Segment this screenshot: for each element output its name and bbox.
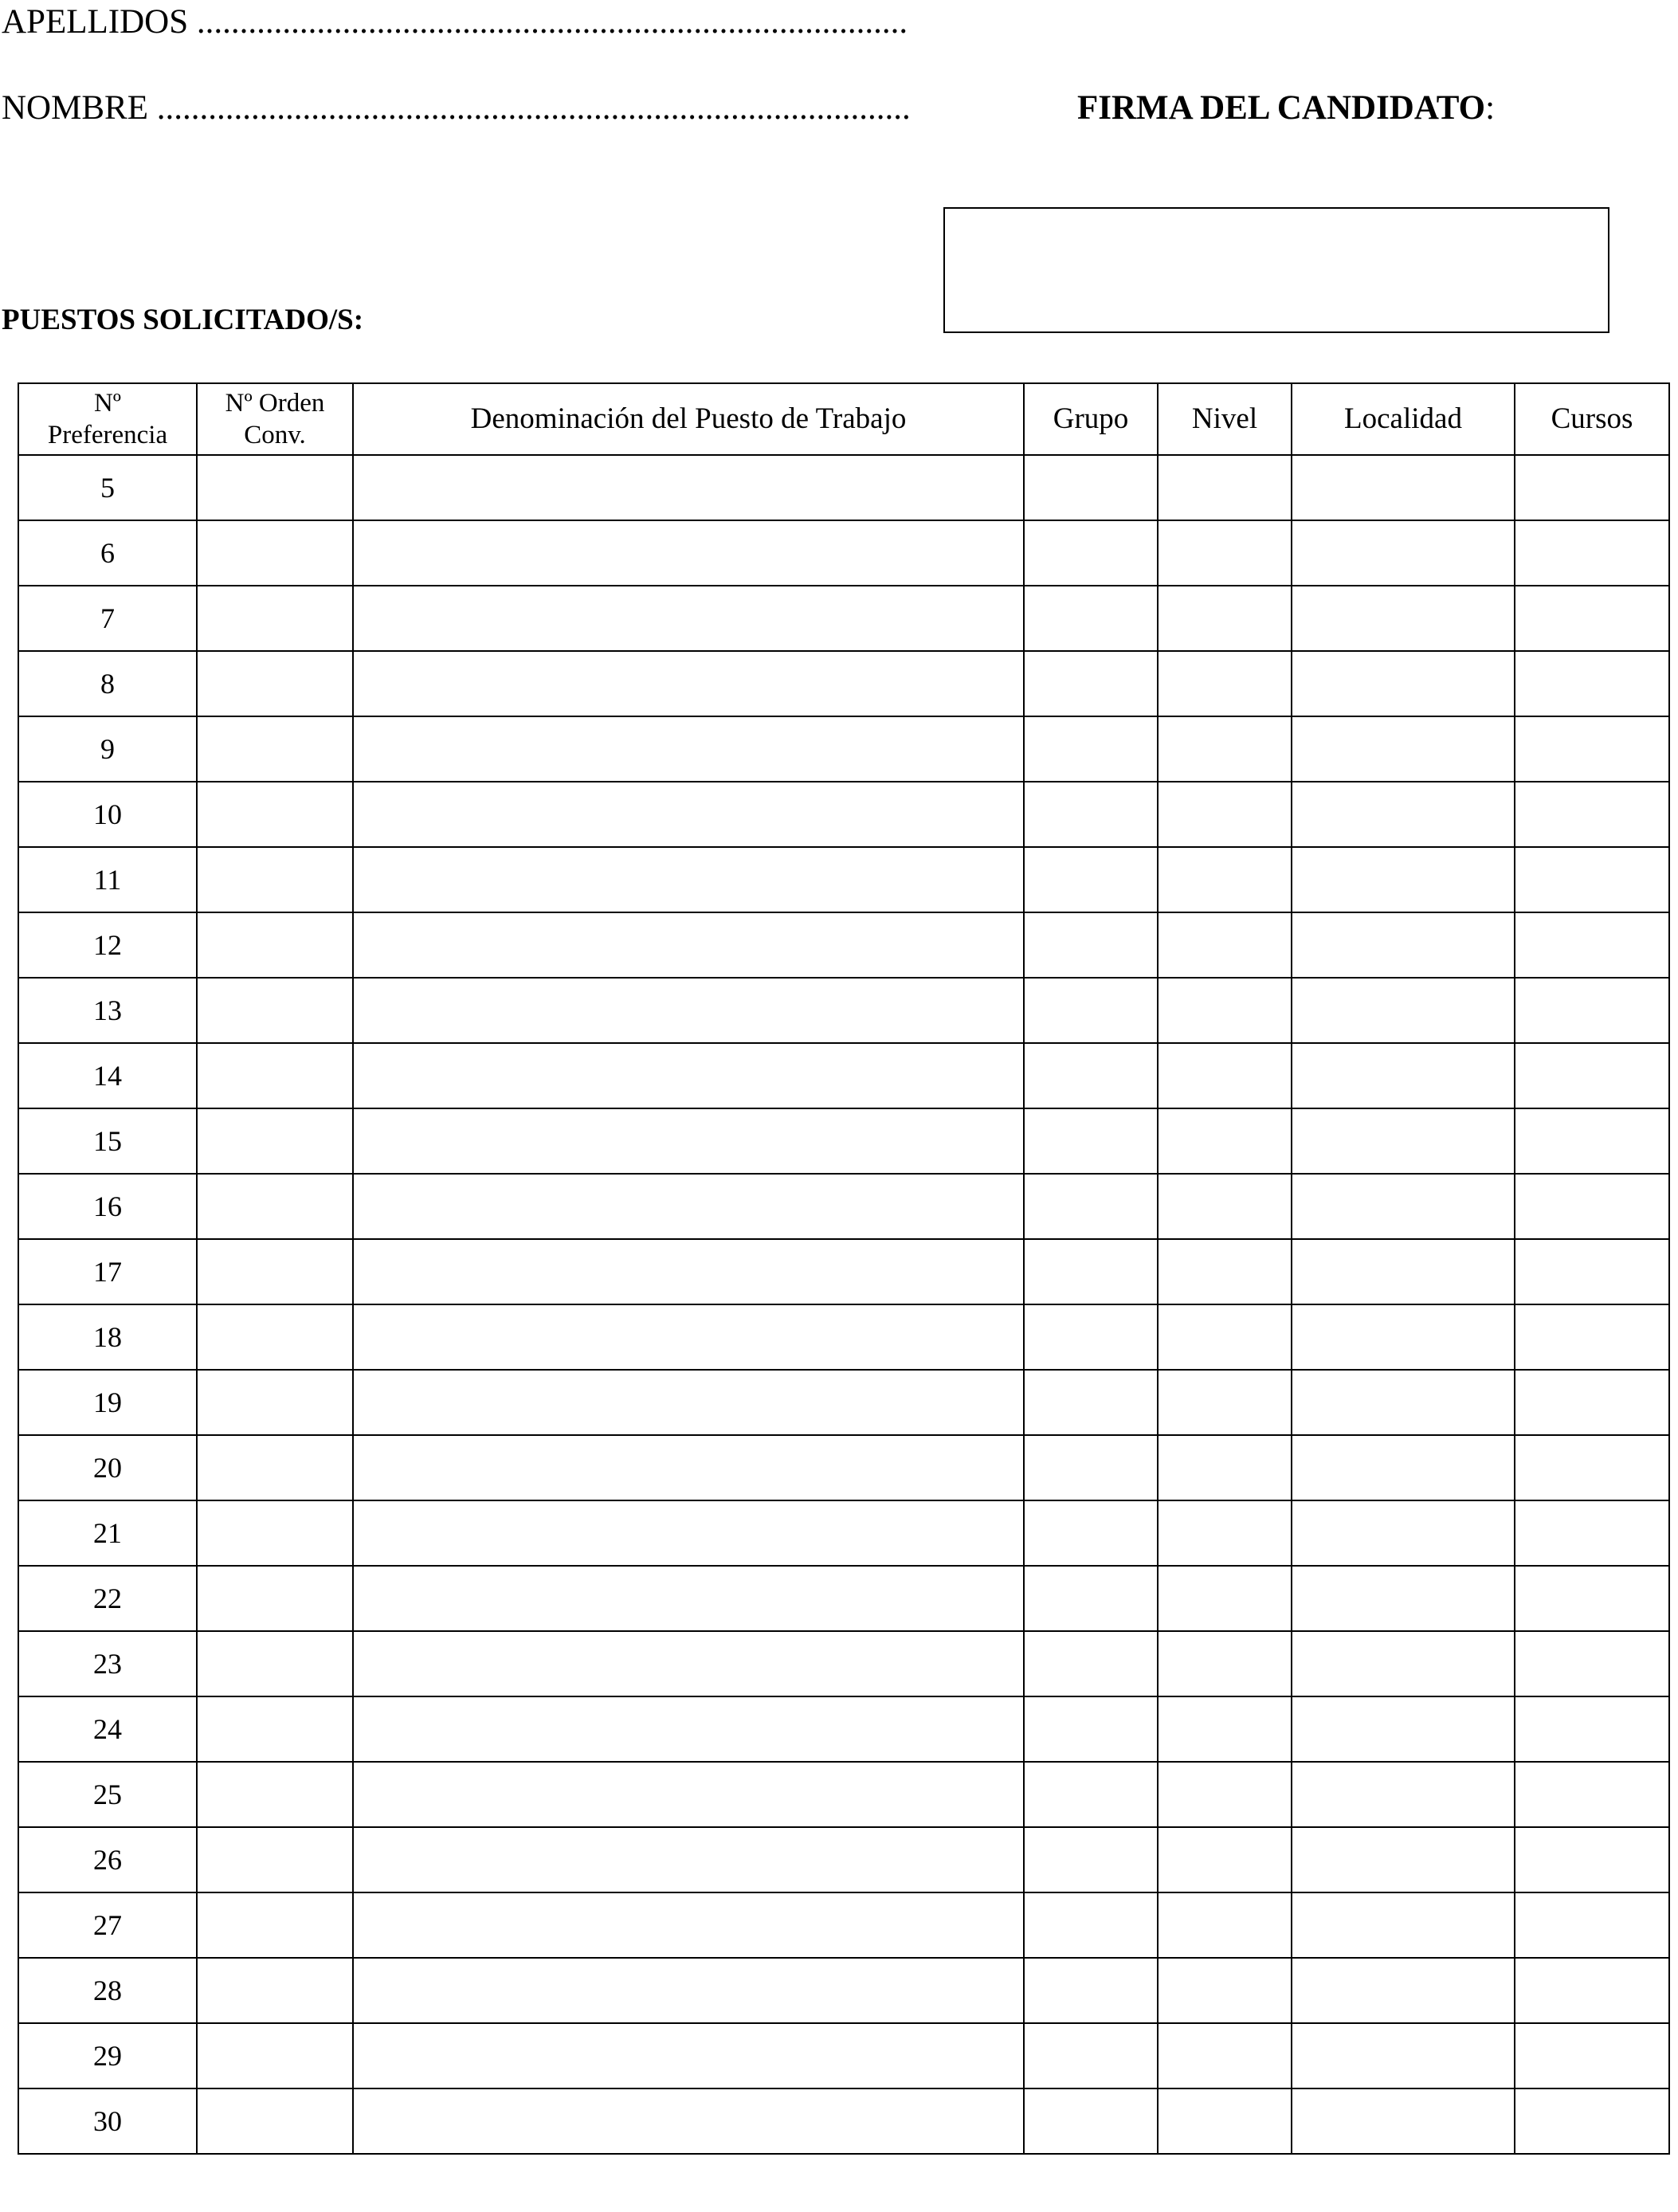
localidad-cell[interactable]	[1292, 1239, 1515, 1304]
denominacion-cell[interactable]	[353, 1500, 1024, 1566]
denominacion-cell[interactable]	[353, 2088, 1024, 2154]
header-preferencia	[18, 383, 197, 455]
orden-cell[interactable]	[197, 1696, 353, 1762]
cursos-cell[interactable]	[1515, 1500, 1669, 1566]
preferencia-number: 24	[18, 1696, 197, 1762]
cursos-cell[interactable]	[1515, 1043, 1669, 1108]
nivel-cell[interactable]	[1158, 1566, 1292, 1631]
localidad-cell[interactable]	[1292, 847, 1515, 912]
denominacion-cell[interactable]	[353, 912, 1024, 978]
denominacion-cell[interactable]	[353, 1174, 1024, 1239]
localidad-cell[interactable]	[1292, 1370, 1515, 1435]
grupo-cell[interactable]	[1024, 1435, 1158, 1500]
preferencia-number: 5	[18, 455, 197, 520]
cursos-cell[interactable]	[1515, 2088, 1669, 2154]
grupo-cell[interactable]	[1024, 520, 1158, 586]
orden-cell[interactable]	[197, 716, 353, 782]
denominacion-cell[interactable]	[353, 1304, 1024, 1370]
table-row	[18, 782, 1669, 847]
nivel-cell[interactable]	[1158, 716, 1292, 782]
preferencia-number: 7	[18, 586, 197, 651]
orden-cell[interactable]	[197, 1370, 353, 1435]
cursos-cell[interactable]	[1515, 520, 1669, 586]
cursos-cell[interactable]	[1515, 2023, 1669, 2088]
cursos-cell[interactable]	[1515, 1892, 1669, 1958]
grupo-cell[interactable]	[1024, 2023, 1158, 2088]
grupo-cell[interactable]	[1024, 1762, 1158, 1827]
firma-label	[1077, 88, 1495, 129]
grupo-cell[interactable]	[1024, 1696, 1158, 1762]
denominacion-cell[interactable]	[353, 1108, 1024, 1174]
cursos-cell[interactable]	[1515, 1435, 1669, 1500]
table-row	[18, 1370, 1669, 1435]
nivel-cell[interactable]	[1158, 1043, 1292, 1108]
preferencia-number: 9	[18, 716, 197, 782]
apellidos-field[interactable]: APELLIDOS ...................................................................................	[2, 3, 908, 41]
grupo-cell[interactable]	[1024, 455, 1158, 520]
denominacion-cell[interactable]	[353, 455, 1024, 520]
table-row	[18, 1435, 1669, 1500]
nivel-cell[interactable]	[1158, 1892, 1292, 1958]
table-row	[18, 2088, 1669, 2154]
orden-cell[interactable]	[197, 1435, 353, 1500]
localidad-cell[interactable]	[1292, 1304, 1515, 1370]
header-orden-conv	[197, 383, 353, 455]
nivel-cell[interactable]	[1158, 1370, 1292, 1435]
localidad-cell[interactable]	[1292, 1108, 1515, 1174]
preferencia-number: 12	[18, 912, 197, 978]
localidad-cell[interactable]	[1292, 1892, 1515, 1958]
orden-cell[interactable]	[197, 1892, 353, 1958]
table-row	[18, 847, 1669, 912]
nivel-cell[interactable]	[1158, 1696, 1292, 1762]
denominacion-cell[interactable]	[353, 586, 1024, 651]
preferencia-number: 13	[18, 978, 197, 1043]
cursos-cell[interactable]	[1515, 847, 1669, 912]
denominacion-cell[interactable]	[353, 1696, 1024, 1762]
firma-label-text: FIRMA DEL CANDIDATO	[1077, 89, 1486, 127]
nivel-cell[interactable]	[1158, 1108, 1292, 1174]
table-row	[18, 1892, 1669, 1958]
preferencia-number: 21	[18, 1500, 197, 1566]
nivel-cell[interactable]	[1158, 1304, 1292, 1370]
cursos-cell[interactable]	[1515, 1370, 1669, 1435]
table-row	[18, 1958, 1669, 2023]
grupo-cell[interactable]	[1024, 2088, 1158, 2154]
denominacion-cell[interactable]	[353, 1043, 1024, 1108]
cursos-cell[interactable]	[1515, 782, 1669, 847]
localidad-cell[interactable]	[1292, 520, 1515, 586]
denominacion-cell[interactable]	[353, 651, 1024, 716]
grupo-cell[interactable]	[1024, 1827, 1158, 1892]
preferencia-number: 29	[18, 2023, 197, 2088]
nivel-cell[interactable]	[1158, 2088, 1292, 2154]
preferencia-number: 6	[18, 520, 197, 586]
localidad-cell[interactable]	[1292, 586, 1515, 651]
cursos-cell[interactable]	[1515, 716, 1669, 782]
orden-cell[interactable]	[197, 520, 353, 586]
nivel-cell[interactable]	[1158, 847, 1292, 912]
table-row	[18, 1566, 1669, 1631]
nivel-cell[interactable]	[1158, 1435, 1292, 1500]
localidad-cell[interactable]	[1292, 912, 1515, 978]
orden-cell[interactable]	[197, 1958, 353, 2023]
denominacion-cell[interactable]	[353, 1631, 1024, 1696]
nivel-cell[interactable]	[1158, 455, 1292, 520]
table-row	[18, 1174, 1669, 1239]
cursos-cell[interactable]	[1515, 1566, 1669, 1631]
orden-cell[interactable]	[197, 455, 353, 520]
denominacion-cell[interactable]	[353, 1566, 1024, 1631]
denominacion-cell[interactable]	[353, 716, 1024, 782]
localidad-cell[interactable]	[1292, 1043, 1515, 1108]
denominacion-cell[interactable]	[353, 1239, 1024, 1304]
cursos-cell[interactable]	[1515, 1239, 1669, 1304]
cursos-cell[interactable]	[1515, 1304, 1669, 1370]
orden-cell[interactable]	[197, 912, 353, 978]
table-header-row	[18, 383, 1669, 455]
puestos-solicitados-label: PUESTOS SOLICITADO/S:	[2, 304, 364, 336]
header-preferencia-line1: Nº	[93, 389, 122, 418]
firma-label-colon: :	[1485, 89, 1496, 127]
table-row	[18, 520, 1669, 586]
localidad-cell[interactable]	[1292, 1696, 1515, 1762]
localidad-cell[interactable]	[1292, 2088, 1515, 2154]
grupo-cell[interactable]	[1024, 716, 1158, 782]
nivel-cell[interactable]	[1158, 912, 1292, 978]
localidad-cell[interactable]	[1292, 455, 1515, 520]
preferencia-number: 10	[18, 782, 197, 847]
preferencia-number: 25	[18, 1762, 197, 1827]
nivel-cell[interactable]	[1158, 1174, 1292, 1239]
localidad-cell[interactable]	[1292, 782, 1515, 847]
nivel-cell[interactable]	[1158, 1239, 1292, 1304]
orden-cell[interactable]	[197, 1566, 353, 1631]
table-row	[18, 716, 1669, 782]
grupo-cell[interactable]	[1024, 1108, 1158, 1174]
grupo-cell[interactable]	[1024, 847, 1158, 912]
cursos-cell[interactable]	[1515, 1631, 1669, 1696]
localidad-cell[interactable]	[1292, 651, 1515, 716]
localidad-cell[interactable]	[1292, 1566, 1515, 1631]
orden-cell[interactable]	[197, 1108, 353, 1174]
preferencia-number: 30	[18, 2088, 197, 2154]
table-row	[18, 978, 1669, 1043]
preferencia-number: 14	[18, 1043, 197, 1108]
nivel-cell[interactable]	[1158, 2023, 1292, 2088]
cursos-cell[interactable]	[1515, 1174, 1669, 1239]
table-row	[18, 2023, 1669, 2088]
denominacion-cell[interactable]	[353, 1958, 1024, 2023]
preferencia-number: 28	[18, 1958, 197, 2023]
orden-cell[interactable]	[197, 847, 353, 912]
orden-cell[interactable]	[197, 1239, 353, 1304]
header-orden-line1: Nº Orden	[225, 389, 325, 418]
orden-cell[interactable]	[197, 651, 353, 716]
grupo-cell[interactable]	[1024, 1304, 1158, 1370]
header-nivel: Nivel	[1158, 383, 1292, 455]
localidad-cell[interactable]	[1292, 2023, 1515, 2088]
header-preferencia-line2: Preferencia	[47, 421, 168, 449]
preferencia-number: 20	[18, 1435, 197, 1500]
denominacion-cell[interactable]	[353, 1762, 1024, 1827]
orden-cell[interactable]	[197, 1500, 353, 1566]
signature-box[interactable]	[943, 207, 1609, 333]
denominacion-cell[interactable]	[353, 978, 1024, 1043]
table-row	[18, 651, 1669, 716]
table-row	[18, 1631, 1669, 1696]
orden-cell[interactable]	[197, 1827, 353, 1892]
header-orden-line2: Conv.	[244, 421, 306, 449]
grupo-cell[interactable]	[1024, 1892, 1158, 1958]
preferencia-number: 26	[18, 1827, 197, 1892]
orden-cell[interactable]	[197, 1762, 353, 1827]
header-localidad: Localidad	[1292, 383, 1515, 455]
localidad-cell[interactable]	[1292, 1827, 1515, 1892]
cursos-cell[interactable]	[1515, 912, 1669, 978]
cursos-cell[interactable]	[1515, 978, 1669, 1043]
grupo-cell[interactable]	[1024, 651, 1158, 716]
cursos-cell[interactable]	[1515, 1762, 1669, 1827]
cursos-cell[interactable]	[1515, 586, 1669, 651]
cursos-cell[interactable]	[1515, 455, 1669, 520]
grupo-cell[interactable]	[1024, 1370, 1158, 1435]
table-row	[18, 1108, 1669, 1174]
grupo-cell[interactable]	[1024, 1174, 1158, 1239]
table-body	[18, 455, 1669, 2154]
orden-cell[interactable]	[197, 782, 353, 847]
header-cursos: Cursos	[1515, 383, 1669, 455]
nivel-cell[interactable]	[1158, 651, 1292, 716]
nivel-cell[interactable]	[1158, 1500, 1292, 1566]
nivel-cell[interactable]	[1158, 1762, 1292, 1827]
grupo-cell[interactable]	[1024, 586, 1158, 651]
denominacion-cell[interactable]	[353, 847, 1024, 912]
grupo-cell[interactable]	[1024, 1566, 1158, 1631]
preferencia-number: 17	[18, 1239, 197, 1304]
denominacion-cell[interactable]	[353, 1892, 1024, 1958]
preferencia-number: 27	[18, 1892, 197, 1958]
localidad-cell[interactable]	[1292, 1958, 1515, 2023]
table-row	[18, 1696, 1669, 1762]
denominacion-cell[interactable]	[353, 1435, 1024, 1500]
preferencia-number: 19	[18, 1370, 197, 1435]
preferencia-number: 23	[18, 1631, 197, 1696]
orden-cell[interactable]	[197, 978, 353, 1043]
denominacion-cell[interactable]	[353, 1827, 1024, 1892]
table-row	[18, 1239, 1669, 1304]
header-denominacion: Denominación del Puesto de Trabajo	[353, 383, 1024, 455]
table-row	[18, 1500, 1669, 1566]
localidad-cell[interactable]	[1292, 978, 1515, 1043]
orden-cell[interactable]	[197, 2088, 353, 2154]
preferencia-number: 16	[18, 1174, 197, 1239]
table-row	[18, 455, 1669, 520]
grupo-cell[interactable]	[1024, 1631, 1158, 1696]
cursos-cell[interactable]	[1515, 1108, 1669, 1174]
orden-cell[interactable]	[197, 1304, 353, 1370]
preferencia-number: 15	[18, 1108, 197, 1174]
nombre-field[interactable]: NOMBRE ........................................................................................	[2, 89, 911, 127]
localidad-cell[interactable]	[1292, 1435, 1515, 1500]
table-row	[18, 1762, 1669, 1827]
cursos-cell[interactable]	[1515, 1958, 1669, 2023]
cursos-cell[interactable]	[1515, 1696, 1669, 1762]
table-row	[18, 1827, 1669, 1892]
table-row	[18, 1043, 1669, 1108]
nivel-cell[interactable]	[1158, 520, 1292, 586]
orden-cell[interactable]	[197, 1174, 353, 1239]
nivel-cell[interactable]	[1158, 978, 1292, 1043]
localidad-cell[interactable]	[1292, 1762, 1515, 1827]
orden-cell[interactable]	[197, 1043, 353, 1108]
header-grupo: Grupo	[1024, 383, 1158, 455]
cursos-cell[interactable]	[1515, 1827, 1669, 1892]
localidad-cell[interactable]	[1292, 716, 1515, 782]
grupo-cell[interactable]	[1024, 1500, 1158, 1566]
grupo-cell[interactable]	[1024, 978, 1158, 1043]
grupo-cell[interactable]	[1024, 782, 1158, 847]
grupo-cell[interactable]	[1024, 912, 1158, 978]
localidad-cell[interactable]	[1292, 1500, 1515, 1566]
denominacion-cell[interactable]	[353, 1370, 1024, 1435]
nivel-cell[interactable]	[1158, 586, 1292, 651]
nivel-cell[interactable]	[1158, 1958, 1292, 2023]
orden-cell[interactable]	[197, 2023, 353, 2088]
preferencia-number: 8	[18, 651, 197, 716]
nivel-cell[interactable]	[1158, 1827, 1292, 1892]
table-row	[18, 586, 1669, 651]
nivel-cell[interactable]	[1158, 1631, 1292, 1696]
denominacion-cell[interactable]	[353, 2023, 1024, 2088]
denominacion-cell[interactable]	[353, 782, 1024, 847]
orden-cell[interactable]	[197, 1631, 353, 1696]
preferencia-number: 11	[18, 847, 197, 912]
nivel-cell[interactable]	[1158, 782, 1292, 847]
grupo-cell[interactable]	[1024, 1958, 1158, 2023]
preferencia-number: 18	[18, 1304, 197, 1370]
denominacion-cell[interactable]	[353, 520, 1024, 586]
grupo-cell[interactable]	[1024, 1239, 1158, 1304]
table-row	[18, 1304, 1669, 1370]
table-row	[18, 912, 1669, 978]
preferencia-number: 22	[18, 1566, 197, 1631]
cursos-cell[interactable]	[1515, 651, 1669, 716]
grupo-cell[interactable]	[1024, 1043, 1158, 1108]
orden-cell[interactable]	[197, 586, 353, 651]
localidad-cell[interactable]	[1292, 1174, 1515, 1239]
positions-table	[18, 382, 1670, 2155]
localidad-cell[interactable]	[1292, 1631, 1515, 1696]
